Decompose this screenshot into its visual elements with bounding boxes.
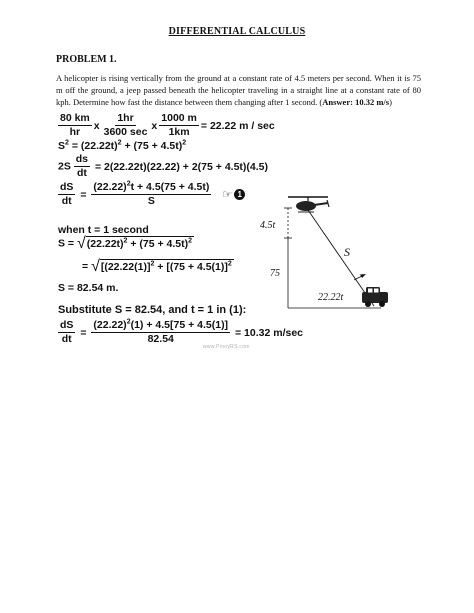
conversion-result: = 22.22 m / sec: [200, 119, 275, 132]
exponent: 2: [65, 139, 69, 147]
answer-close: ): [389, 97, 392, 108]
problem-text: A helicopter is rising vertically from the ground at a constant rate of 4.5 meters per second. When it is 75 m off the ground, a jeep passed beneath the helicopter traveling in a straight line at a constant rate of 80 kph. Determine how fast the distance between them changing after 1 second. (: [56, 73, 421, 108]
exponent: 2: [123, 237, 128, 245]
page-title: DIFFERENTIAL CALCULUS: [168, 26, 306, 37]
ds-dt-fraction: [58, 182, 75, 207]
label-base: 22.22t: [318, 292, 344, 303]
watermark: www.PinoyRS.com: [203, 344, 250, 350]
ds-dt-fraction: [74, 154, 90, 179]
denominator: dt: [61, 333, 72, 345]
label-height: 75: [270, 268, 280, 279]
numerator: ds: [75, 153, 89, 165]
denominator: dt: [76, 167, 87, 179]
exponent: 2: [117, 139, 122, 147]
final-result: = 10.32 m/sec: [234, 326, 303, 339]
times-sign: x: [93, 119, 100, 132]
fraction-m-per-km: [159, 113, 199, 138]
term: (22.22t): [86, 238, 124, 250]
motion-arrowhead: [360, 274, 366, 278]
equals-sign: =: [80, 326, 87, 339]
exponent: 2: [188, 237, 193, 245]
answer-label: Answer: 10.32 m/s: [322, 97, 390, 108]
exponent: 2: [182, 139, 187, 147]
term: + (75 + 4.5t): [121, 140, 183, 152]
radicand: [86, 236, 194, 251]
exponent: 2: [126, 318, 131, 326]
label-rise: 4.5t: [260, 220, 276, 231]
term: (22.22): [93, 181, 127, 193]
denominator: 1km: [168, 126, 190, 138]
prefix: 2S: [58, 160, 71, 173]
term: = (22.22t): [68, 140, 118, 152]
problem-statement: [56, 72, 421, 109]
radical-icon: √: [76, 235, 86, 252]
jeep-icon: [362, 287, 388, 307]
numerator: 1000 m: [161, 112, 197, 124]
numerator: 80 km: [60, 112, 90, 124]
numerator: dS: [60, 319, 74, 331]
equals-sign: =: [82, 260, 89, 273]
denominator: dt: [61, 195, 72, 207]
lhs: S: [58, 140, 66, 152]
lhs: S =: [58, 237, 75, 250]
term: + (75 + 4.5t): [127, 238, 189, 250]
helicopter-icon: [288, 197, 329, 212]
exponent: 2: [126, 180, 131, 188]
square-root: [91, 259, 234, 274]
numerator: 1hr: [117, 112, 134, 124]
denominator: hr: [69, 126, 81, 138]
term: (1) + 4.5[75 + 4.5(1)]: [130, 319, 229, 331]
geometry-diagram: [256, 188, 416, 323]
radical-icon: √: [91, 258, 100, 275]
substitute-line: Substitute S = 82.54, and t = 1 in (1):: [58, 304, 247, 316]
times-sign: x: [151, 119, 158, 132]
denominator: 82.54: [147, 333, 174, 345]
problem-heading: PROBLEM 1.: [56, 54, 117, 65]
ds-dt-expression: [58, 182, 245, 207]
derivative-rhs: = 2(22.22t)(22.22) + 2(75 + 4.5t)(4.5): [94, 160, 269, 173]
term: t + 4.5(75 + 4.5t): [130, 181, 210, 193]
exponent: 2: [150, 260, 155, 268]
equals-sign: =: [80, 188, 87, 201]
pointing-hand-icon: ☞: [222, 189, 233, 201]
label-distance: S: [344, 245, 350, 259]
denominator: 3600 sec: [103, 126, 148, 138]
final-fraction: [91, 320, 230, 345]
fraction-km-per-hr: [58, 113, 92, 138]
s-sqrt-substituted: [82, 259, 234, 274]
equation-marker-1: 1: [234, 189, 245, 200]
s-value: S = 82.54 m.: [58, 282, 119, 294]
denominator: S: [147, 195, 155, 207]
ds-dt-fraction: [58, 320, 75, 345]
numerator: [91, 320, 230, 333]
rate-fraction: [91, 182, 211, 207]
derivative-equation: [58, 154, 270, 179]
term: + [(75 + 4.5(1)]: [154, 261, 228, 273]
when-t-line: when t = 1 second: [58, 224, 149, 236]
fraction-hr-per-sec: [102, 113, 150, 138]
term: (22.22): [93, 319, 127, 331]
square-root: [77, 236, 194, 251]
s-sqrt-equation: [58, 236, 194, 251]
numerator: dS: [60, 181, 74, 193]
exponent: 2: [227, 260, 232, 268]
term: [(22.22(1)]: [100, 261, 151, 273]
numerator: [91, 182, 211, 195]
final-rate-equation: [58, 320, 305, 345]
conversion-line: [58, 113, 277, 138]
pythagorean-equation: [58, 140, 186, 152]
radicand: [100, 259, 234, 274]
